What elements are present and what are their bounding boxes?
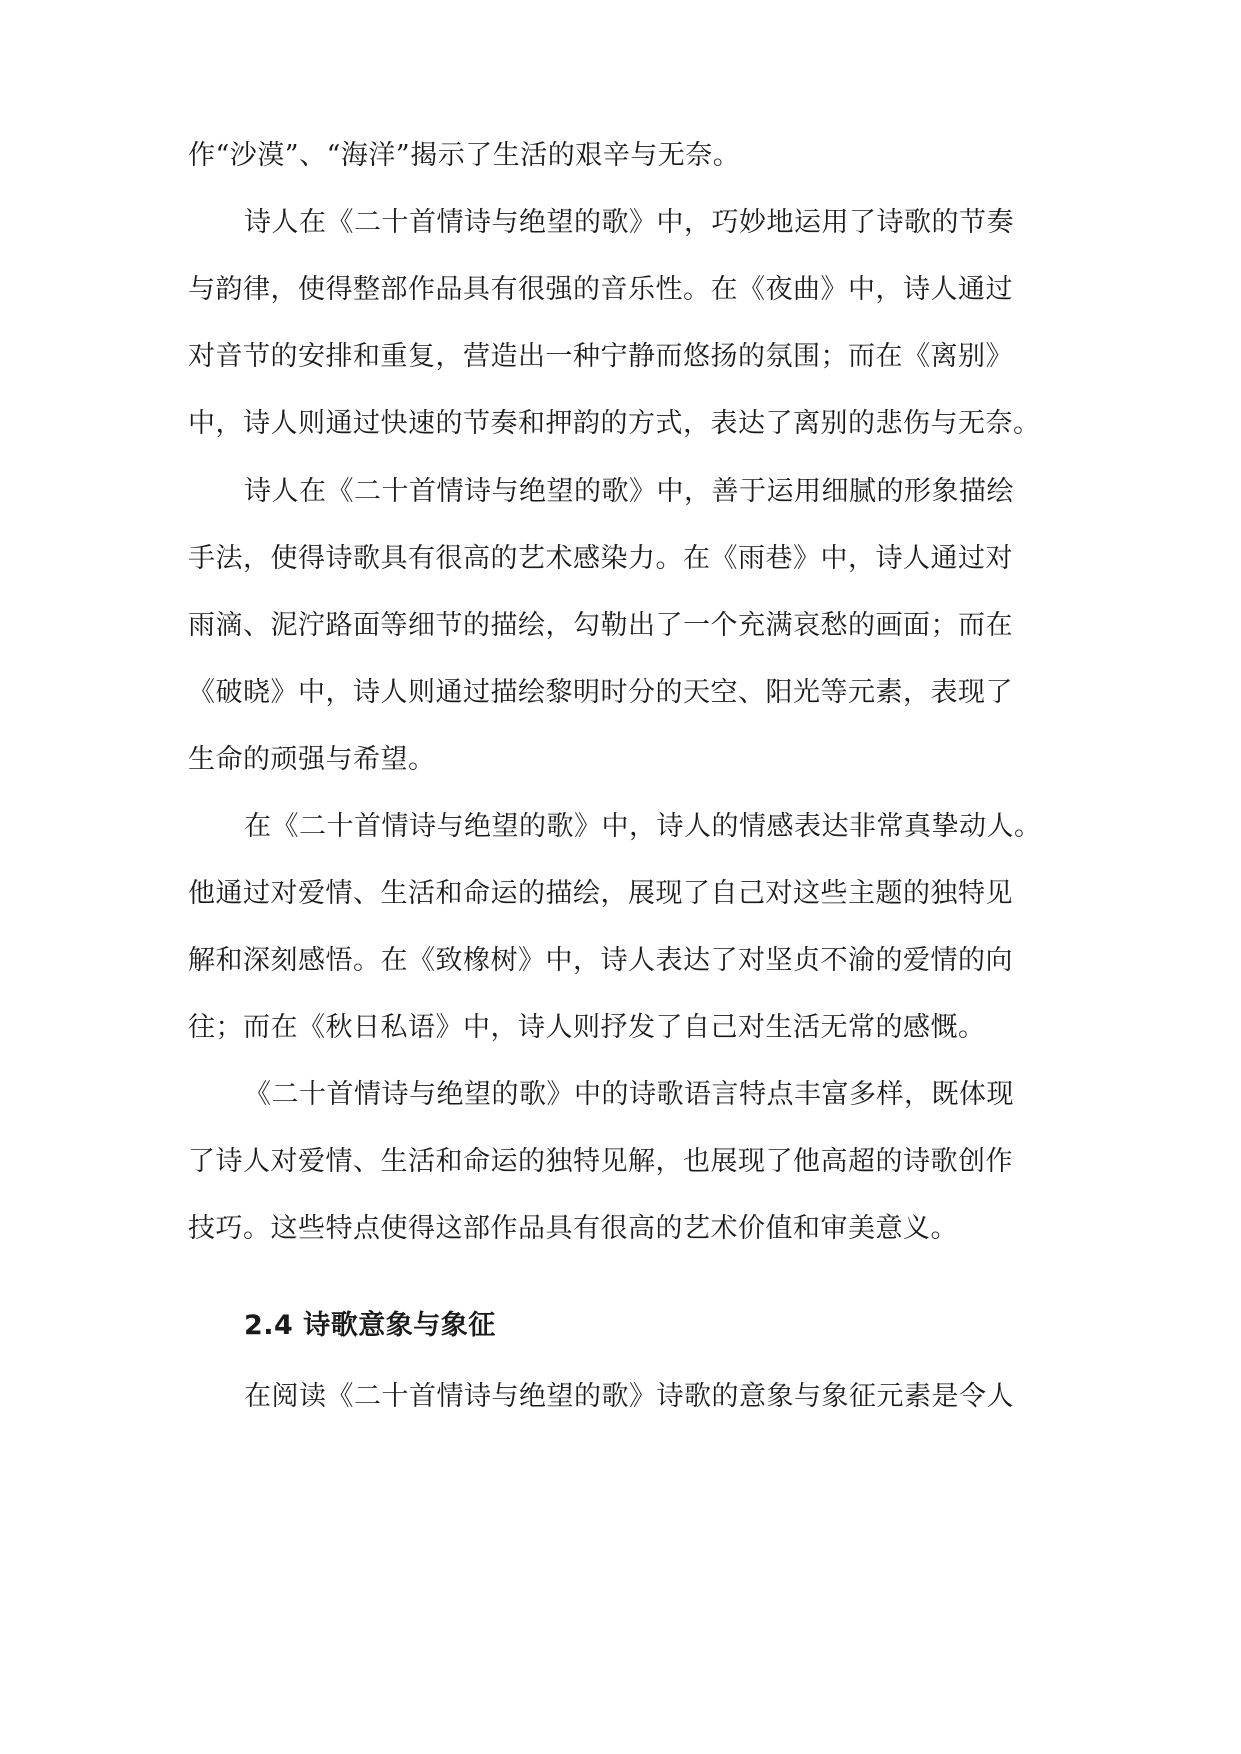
paragraph-first-line: 《二十首情诗与绝望的歌》中的诗歌语言特点丰富多样，既体现 [244, 1079, 1014, 1110]
text-line: 解和深刻感悟。在《致橡树》中，诗人表达了对坚贞不渝的爱情的向 [188, 945, 1013, 976]
text-line: 了诗人对爱情、生活和命运的独特见解，也展现了他高超的诗歌创作 [188, 1146, 1013, 1177]
paragraph-first-line: 在阅读《二十首情诗与绝望的歌》诗歌的意象与象征元素是令人 [244, 1381, 1014, 1412]
section-heading: 2.4 诗歌意象与象征 [244, 1310, 496, 1341]
text-line: 生命的顽强与希望。 [188, 744, 436, 775]
text-line: 《破晓》中，诗人则通过描绘黎明时分的天空、阳光等元素，表现了 [188, 677, 1013, 708]
text-line: 作“沙漠”、“海洋”揭示了生活的艰辛与无奈。 [188, 140, 741, 171]
paragraph-first-line: 在《二十首情诗与绝望的歌》中，诗人的情感表达非常真挚动人。 [244, 811, 1042, 842]
paragraph-first-line: 诗人在《二十首情诗与绝望的歌》中，善于运用细腻的形象描绘 [244, 476, 1014, 507]
text-line: 中，诗人则通过快速的节奏和押韵的方式，表达了离别的悲伤与无奈。 [188, 408, 1041, 439]
text-line: 与韵律，使得整部作品具有很强的音乐性。在《夜曲》中，诗人通过 [188, 274, 1013, 305]
paragraph-first-line: 诗人在《二十首情诗与绝望的歌》中，巧妙地运用了诗歌的节奏 [244, 207, 1014, 238]
text-line: 他通过对爱情、生活和命运的描绘，展现了自己对这些主题的独特见 [188, 878, 1013, 909]
text-line: 往；而在《秋日私语》中，诗人则抒发了自己对生活无常的感慨。 [188, 1012, 986, 1043]
text-line: 手法，使得诗歌具有很高的艺术感染力。在《雨巷》中，诗人通过对 [188, 543, 1013, 574]
text-line: 技巧。这些特点使得这部作品具有很高的艺术价值和审美意义。 [188, 1213, 958, 1244]
text-line: 雨滴、泥泞路面等细节的描绘，勾勒出了一个充满哀愁的画面；而在 [188, 610, 1013, 641]
text-line: 对音节的安排和重复，营造出一种宁静而悠扬的氛围；而在《离别》 [188, 341, 1013, 372]
